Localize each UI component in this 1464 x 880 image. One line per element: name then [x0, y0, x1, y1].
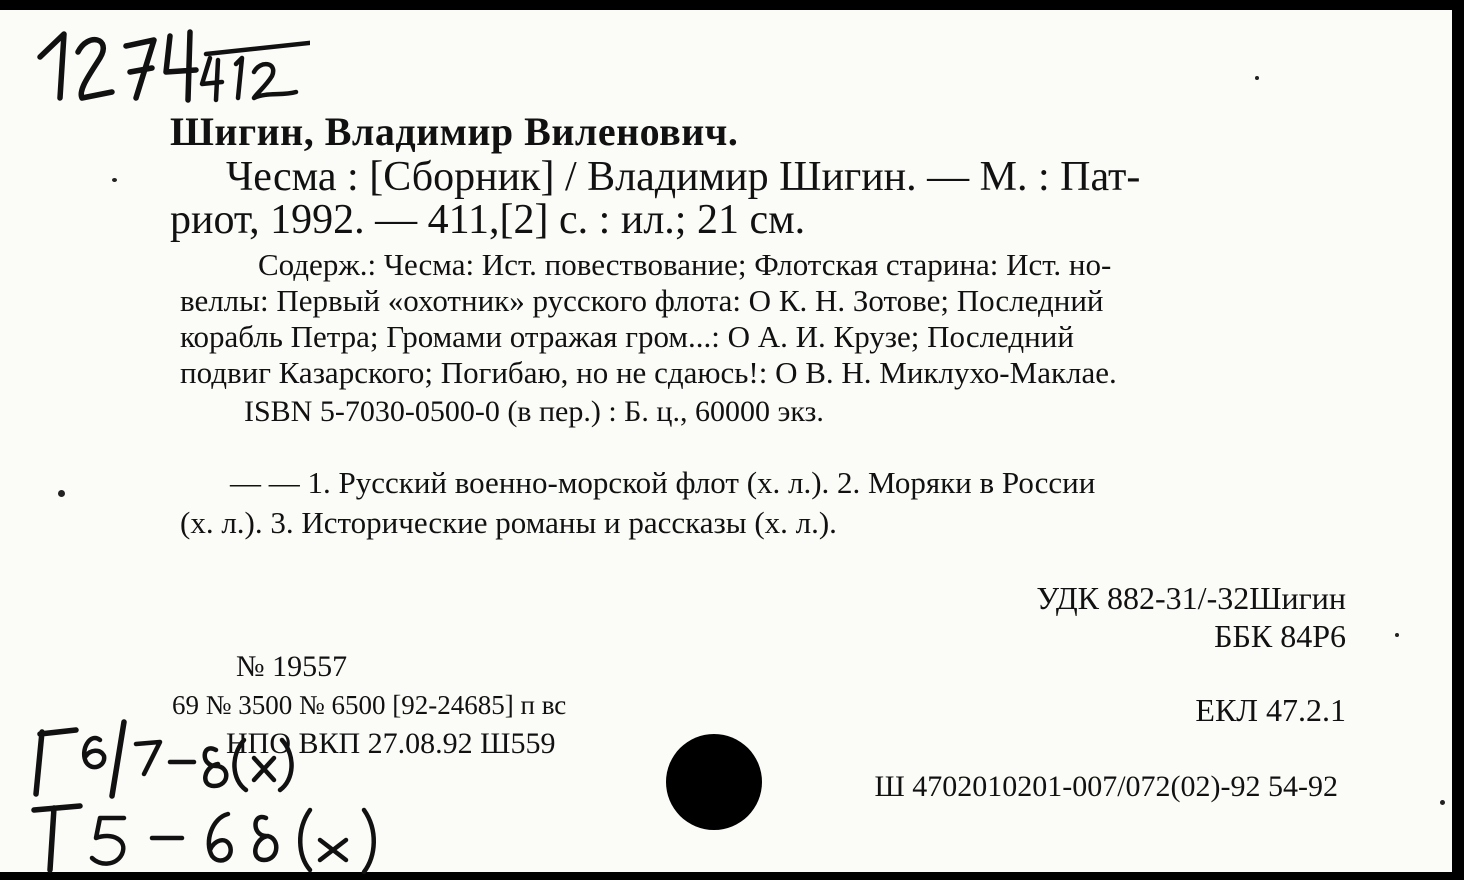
printing-details: 69 № 3500 № 6500 [92-24685] п вс: [172, 690, 567, 720]
scan-speck: [1395, 633, 1399, 637]
subjects-line-1: — — 1. Русский военно-морской флот (х. л.). 2. Моряки в России: [230, 465, 1096, 500]
author-heading: Шигин, Владимир Виленович.: [170, 109, 739, 154]
ekl-code: ЕКЛ 47.2.1: [1195, 692, 1346, 728]
card-right-edge: [1452, 0, 1464, 880]
handwritten-fraction: [196, 50, 306, 105]
scan-speck: [1440, 800, 1445, 805]
title-line-2: риот, 1992. — 411,[2] с. : ил.; 21 см.: [170, 197, 806, 243]
registration-number: № 19557: [236, 650, 348, 683]
handwritten-shelf-code-1: [20, 710, 320, 800]
scan-speck: [112, 178, 117, 182]
printer-line: НПО ВКП 27.08.92 Ш559: [226, 727, 556, 760]
isbn-line: ISBN 5-7030-0500-0 (в пер.) : Б. ц., 60000 экз.: [244, 395, 824, 428]
scan-speck: [1255, 76, 1259, 80]
card-top-edge: [0, 0, 1464, 10]
card-code: Ш 4702010201-007/072(02)-92 54-92: [874, 770, 1338, 803]
subjects-line-2: (х. л.). 3. Исторические романы и рассказы (х. л.).: [180, 505, 837, 540]
handwritten-shelf-code-2: [20, 796, 400, 876]
scan-speck: [58, 490, 65, 497]
title-line-1: Чесма : [Сборник] / Владимир Шигин. — М. : Пат-: [226, 154, 1141, 200]
punch-hole: [666, 734, 762, 830]
udk-code: УДК 882-31/-32Шигин: [1036, 580, 1346, 616]
contents-line-1: Содерж.: Чесма: Ист. повествование; Флотская старина: Ист. но-: [258, 247, 1112, 282]
bbk-code: ББК 84Р6: [1214, 618, 1346, 654]
contents-line-4: подвиг Казарского; Погибаю, но не сдаюсь!: О В. Н. Миклухо-Маклае.: [180, 355, 1117, 390]
contents-line-3: корабль Петра; Громами отражая гром...: О А. И. Крузе; Последний: [180, 319, 1074, 354]
contents-line-2: веллы: Первый «охотник» русского флота: О К. Н. Зотове; Последний: [180, 283, 1104, 318]
